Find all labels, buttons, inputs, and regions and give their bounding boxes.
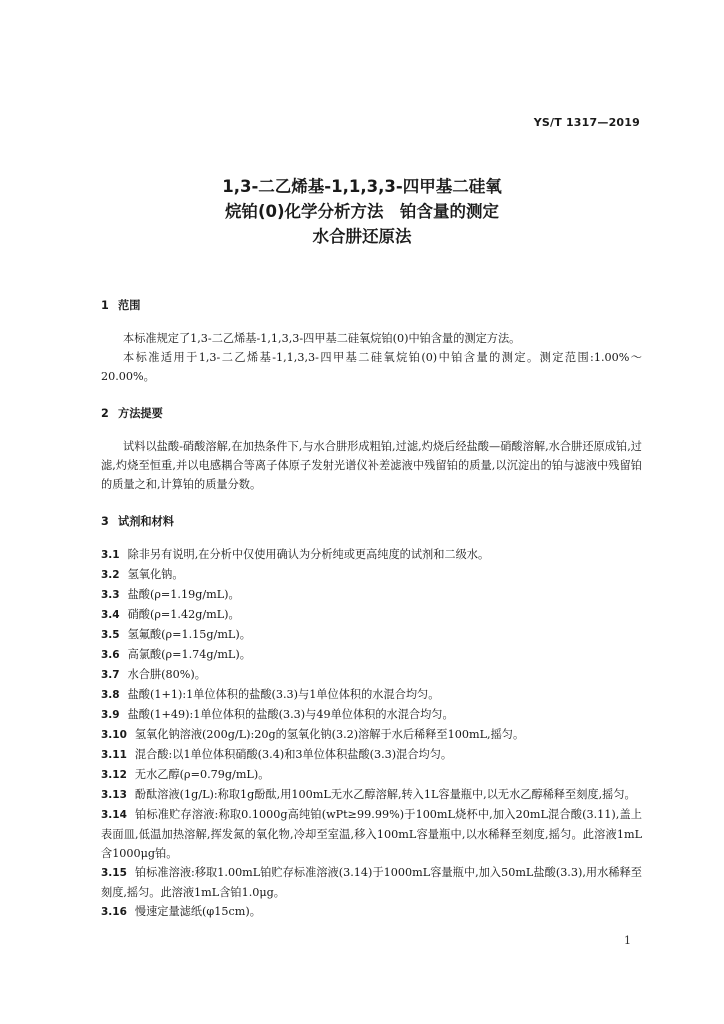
- section-number: 1: [101, 299, 109, 312]
- reagent-item: [101, 645, 642, 665]
- item-text: 硝酸(ρ=1.42g/mL)。: [127, 608, 240, 621]
- item-text: 盐酸(1+1):1单位体积的盐酸(3.3)与1单位体积的水混合均匀。: [127, 688, 440, 701]
- item-text: 混合酸:以1单位体积硝酸(3.4)和3单位体积盐酸(3.3)混合均匀。: [134, 748, 453, 761]
- item-number: 3.15: [101, 867, 127, 879]
- section-heading-method: [101, 404, 642, 423]
- item-number: 3.12: [101, 769, 127, 781]
- item-text: 氢氟酸(ρ=1.15g/mL)。: [127, 628, 251, 641]
- title-line-1: 1,3-二乙烯基-1,1,3,3-四甲基二硅氧: [222, 177, 502, 196]
- reagent-item: [101, 685, 642, 705]
- section-title: 试剂和材料: [118, 515, 174, 528]
- item-text: 氢氧化钠溶液(200g/L):20g的氢氧化钠(3.2)溶解于水后稀释至100mL,摇匀。: [134, 728, 525, 741]
- item-text: 酚酞溶液(1g/L):称取1g酚酞,用100mL无水乙醇溶解,转入1L容量瓶中,以无水乙醇稀释至刻度,摇匀。: [134, 788, 636, 801]
- item-text: 慢速定量滤纸(φ15cm)。: [134, 905, 261, 918]
- item-text: 盐酸(1+49):1单位体积的盐酸(3.3)与49单位体积的水混合均匀。: [127, 708, 454, 721]
- reagent-item: [101, 605, 642, 625]
- reagent-item: [101, 902, 642, 922]
- reagent-item: [101, 665, 642, 685]
- reagent-item: [101, 745, 642, 765]
- section-heading-scope: [101, 296, 642, 315]
- item-number: 3.14: [101, 809, 127, 821]
- title-line-3: 水合肼还原法: [312, 227, 412, 246]
- item-text: 氢氧化钠。: [127, 568, 184, 581]
- item-text: 除非另有说明,在分析中仅使用确认为分析纯或更高纯度的试剂和二级水。: [127, 548, 490, 561]
- reagent-item: [101, 785, 642, 805]
- item-number: 3.4: [101, 609, 120, 621]
- item-number: 3.2: [101, 569, 120, 581]
- reagent-item: [101, 705, 642, 725]
- scope-paragraph-2: 本标准适用于1,3-二乙烯基-1,1,3,3-四甲基二硅氧烷铂(0)中铂含量的测定。测定范围:1.00%～20.00%。: [101, 351, 642, 383]
- item-number: 3.5: [101, 629, 120, 641]
- document-body: [101, 296, 642, 922]
- section-number: 3: [101, 515, 109, 528]
- item-text: 无水乙醇(ρ=0.79g/mL)。: [134, 768, 270, 781]
- section-number: 2: [101, 407, 109, 420]
- item-text: 铂标准贮存溶液:称取0.1000g高纯铂(wPt≥99.99%)于100mL烧杯中,加入20mL混合酸(3.11),盖上表面皿,低温加热溶解,挥发氮的氧化物,冷却至室温,移入100mL容量瓶中,以水稀释至刻度,摇匀。此溶液1mL含1000μg铂。: [101, 808, 642, 860]
- reagent-item: [101, 565, 642, 585]
- item-number: 3.13: [101, 789, 127, 801]
- method-paragraph: 试料以盐酸-硝酸溶解,在加热条件下,与水合肼形成粗铂,过滤,灼烧后经盐酸—硝酸溶解,水合肼还原成铂,过滤,灼烧至恒重,并以电感耦合等离子体原子发射光谱仪补差滤液中残留铂的质量,以沉淀出的铂与滤液中残留铂的质量之和,计算铂的质量分数。: [101, 440, 642, 491]
- reagent-item: [101, 585, 642, 605]
- scope-paragraph-1: 本标准规定了1,3-二乙烯基-1,1,3,3-四甲基二硅氧烷铂(0)中铂含量的测定方法。: [123, 332, 521, 345]
- item-number: 3.9: [101, 709, 120, 721]
- item-number: 3.16: [101, 906, 127, 918]
- item-text: 铂标准溶液:移取1.00mL铂贮存标准溶液(3.14)于1000mL容量瓶中,加入50mL盐酸(3.3),用水稀释至刻度,摇匀。此溶液1mL含铂1.0μg。: [101, 866, 642, 899]
- item-text: 盐酸(ρ=1.19g/mL)。: [127, 588, 240, 601]
- item-number: 3.10: [101, 729, 127, 741]
- reagent-item: [101, 545, 642, 565]
- item-text: 水合肼(80%)。: [127, 668, 206, 681]
- reagent-item: [101, 765, 642, 785]
- item-text: 高氯酸(ρ=1.74g/mL)。: [127, 648, 251, 661]
- reagent-item: [101, 725, 642, 745]
- section-heading-reagents: [101, 512, 642, 531]
- page-number: 1: [624, 934, 631, 947]
- section-title: 范围: [118, 299, 141, 312]
- item-number: 3.3: [101, 589, 120, 601]
- reagent-item: [101, 625, 642, 645]
- reagent-item: [101, 863, 642, 902]
- document-title: [0, 174, 724, 249]
- title-line-2: 烷铂(0)化学分析方法 铂含量的测定: [224, 202, 500, 221]
- item-number: 3.11: [101, 749, 127, 761]
- reagent-item: [101, 805, 642, 863]
- item-number: 3.1: [101, 549, 120, 561]
- section-title: 方法提要: [118, 407, 163, 420]
- item-number: 3.6: [101, 649, 120, 661]
- item-number: 3.7: [101, 669, 120, 681]
- item-number: 3.8: [101, 689, 120, 701]
- standard-code: YS/T 1317—2019: [533, 116, 640, 129]
